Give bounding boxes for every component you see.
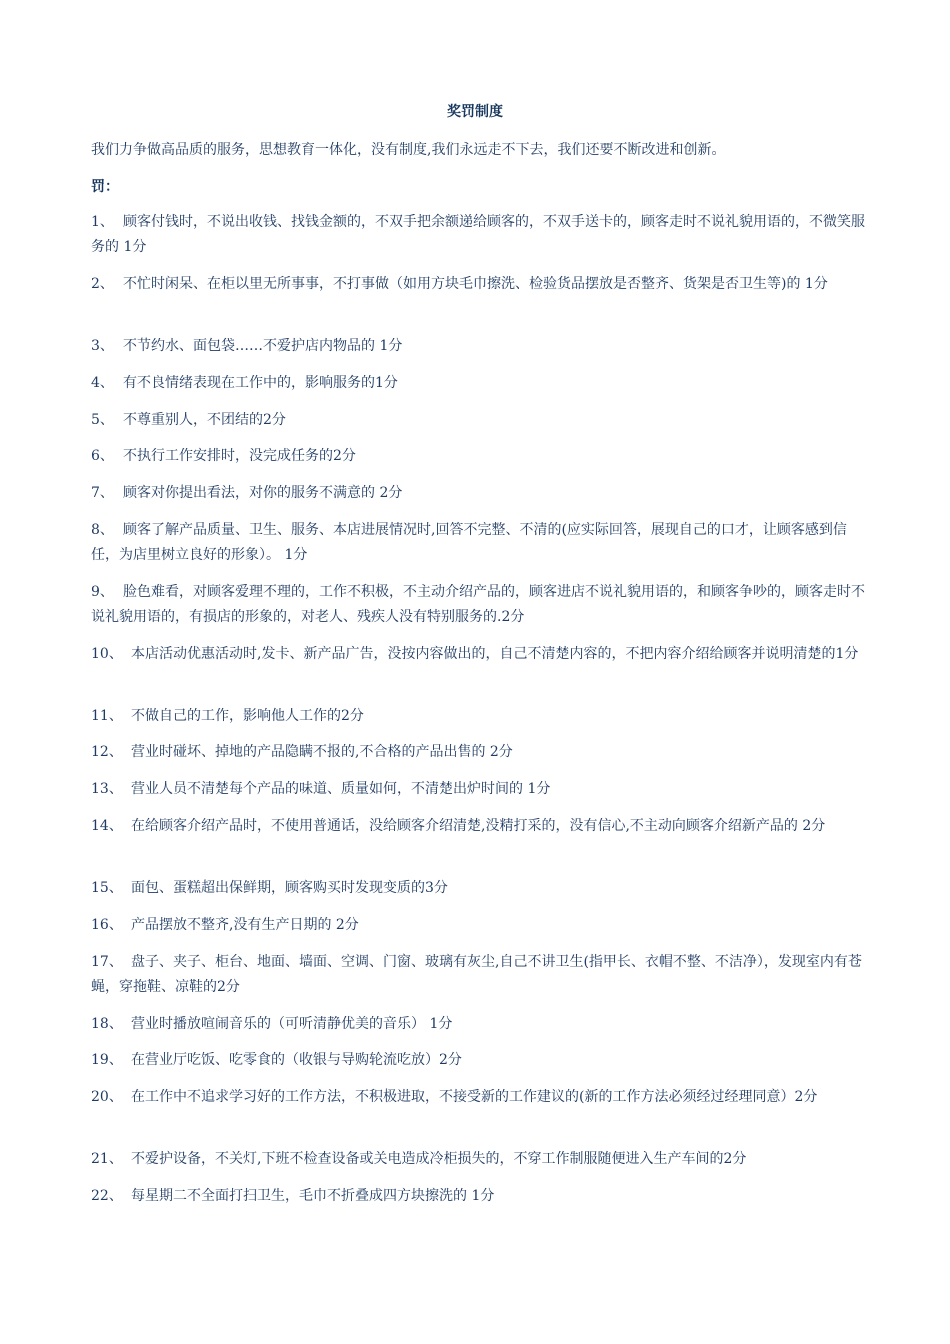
item-text: 在给顾客介绍产品时，不使用普通话，没给顾客介绍清楚,没精打采的，没有信心,不主动向顾客介绍新产品的 2分 (131, 818, 826, 834)
item-number: 1、 (91, 214, 114, 230)
item-number: 5、 (91, 412, 114, 428)
list-item (91, 481, 866, 506)
item-text: 有不良情绪表现在工作中的，影响服务的1分 (123, 375, 398, 391)
list-item (91, 777, 866, 802)
list-item (91, 580, 866, 630)
item-text: 营业时碰坏、掉地的产品隐瞒不报的,不合格的产品出售的 2分 (131, 744, 513, 760)
list-item (91, 913, 866, 938)
item-text: 顾客对你提出看法，对你的服务不满意的 2分 (123, 485, 403, 501)
item-text: 每星期二不全面打扫卫生，毛巾不折叠成四方块擦洗的 1分 (131, 1188, 495, 1204)
item-number: 16、 (91, 917, 123, 933)
item-number: 3、 (91, 338, 114, 354)
list-item (91, 1012, 866, 1037)
item-text: 顾客了解产品质量、卫生、服务、本店进展情况时,回答不完整、不清的(应实际回答，展现自己的口才，让顾客感到信任，为店里树立良好的形象）。 1分 (91, 522, 847, 563)
document-title: 奖罚制度 (447, 104, 503, 120)
item-text: 在营业厅吃饭、吃零食的（收银与导购轮流吃放）2分 (131, 1052, 462, 1068)
item-number: 8、 (91, 522, 114, 538)
item-text: 面包、蛋糕超出保鲜期，顾客购买时发现变质的3分 (131, 880, 448, 896)
item-number: 18、 (91, 1016, 123, 1032)
item-text: 脸色难看，对顾客爱理不理的，工作不积极，不主动介绍产品的，顾客进店不说礼貌用语的，和顾客争吵的，顾客走时不说礼貌用语的，有损店的形象的，对老人、残疾人没有特别服务的.2分 (91, 584, 865, 625)
intro-paragraph: 我们力争做高品质的服务，思想教育一体化，没有制度,我们永远走不下去，我们还要不断改进和创新。 (91, 142, 726, 158)
item-number: 13、 (91, 781, 123, 797)
item-number: 17、 (91, 954, 123, 970)
item-text: 营业时播放喧闹音乐的（可听清静优美的音乐） 1分 (131, 1016, 453, 1032)
list-item (91, 1085, 866, 1110)
item-number: 15、 (91, 880, 123, 896)
item-text: 不爱护设备，不关灯,下班不检查设备或关电造成冷柜损失的，不穿工作制服随便进入生产车间的2分 (131, 1151, 747, 1167)
list-item (91, 334, 866, 359)
item-text: 在工作中不追求学习好的工作方法，不积极进取，不接受新的工作建议的(新的工作方法必须经过经理同意）2分 (131, 1089, 818, 1105)
item-text: 不尊重别人，不团结的2分 (123, 412, 286, 428)
list-item (91, 642, 866, 667)
item-number: 9、 (91, 584, 114, 600)
list-item (91, 876, 866, 901)
list-item (91, 1147, 866, 1172)
item-text: 不执行工作安排时，没完成任务的2分 (123, 448, 356, 464)
item-text: 盘子、夹子、柜台、地面、墙面、空调、门窗、玻璃有灰尘,自己不讲卫生(指甲长、衣帽不整、不洁净），发现室内有苍蝇，穿拖鞋、凉鞋的2分 (91, 954, 862, 995)
item-text: 本店活动优惠活动时,发卡、新产品广告，没按内容做出的，自己不清楚内容的，不把内容介绍给顾客并说明清楚的1分 (131, 646, 859, 662)
item-number: 2、 (91, 276, 114, 292)
list-item (91, 740, 866, 765)
item-number: 19、 (91, 1052, 123, 1068)
list-item (91, 814, 866, 839)
item-number: 20、 (91, 1089, 123, 1105)
list-item (91, 1184, 866, 1209)
item-number: 14、 (91, 818, 123, 834)
penalty-heading: 罚： (91, 179, 119, 195)
item-text: 不做自己的工作，影响他人工作的2分 (131, 708, 364, 724)
item-number: 7、 (91, 485, 114, 501)
item-text: 营业人员不清楚每个产品的味道、质量如何，不清楚出炉时间的 1分 (131, 781, 551, 797)
list-item (91, 518, 866, 568)
item-number: 21、 (91, 1151, 123, 1167)
item-number: 6、 (91, 448, 114, 464)
item-number: 4、 (91, 375, 114, 391)
list-item (91, 444, 866, 469)
list-item (91, 371, 866, 396)
item-text: 不节约水、面包袋……不爱护店内物品的 1分 (123, 338, 403, 354)
list-item (91, 704, 866, 729)
item-text: 产品摆放不整齐,没有生产日期的 2分 (131, 917, 359, 933)
item-number: 10、 (91, 646, 123, 662)
list-item (91, 210, 866, 260)
item-number: 22、 (91, 1188, 123, 1204)
item-number: 11、 (91, 708, 123, 724)
item-text: 顾客付钱时，不说出收钱、找钱金额的，不双手把余额递给顾客的，不双手送卡的，顾客走时不说礼貌用语的，不微笑服务的 1分 (91, 214, 865, 255)
item-text: 不忙时闲呆、在柜以里无所事事，不打事做（如用方块毛巾擦洗、检验货品摆放是否整齐、货架是否卫生等)的 1分 (123, 276, 828, 292)
list-item (91, 408, 866, 433)
item-number: 12、 (91, 744, 123, 760)
list-item (91, 272, 866, 297)
list-item (91, 1048, 866, 1073)
list-item (91, 950, 866, 1000)
